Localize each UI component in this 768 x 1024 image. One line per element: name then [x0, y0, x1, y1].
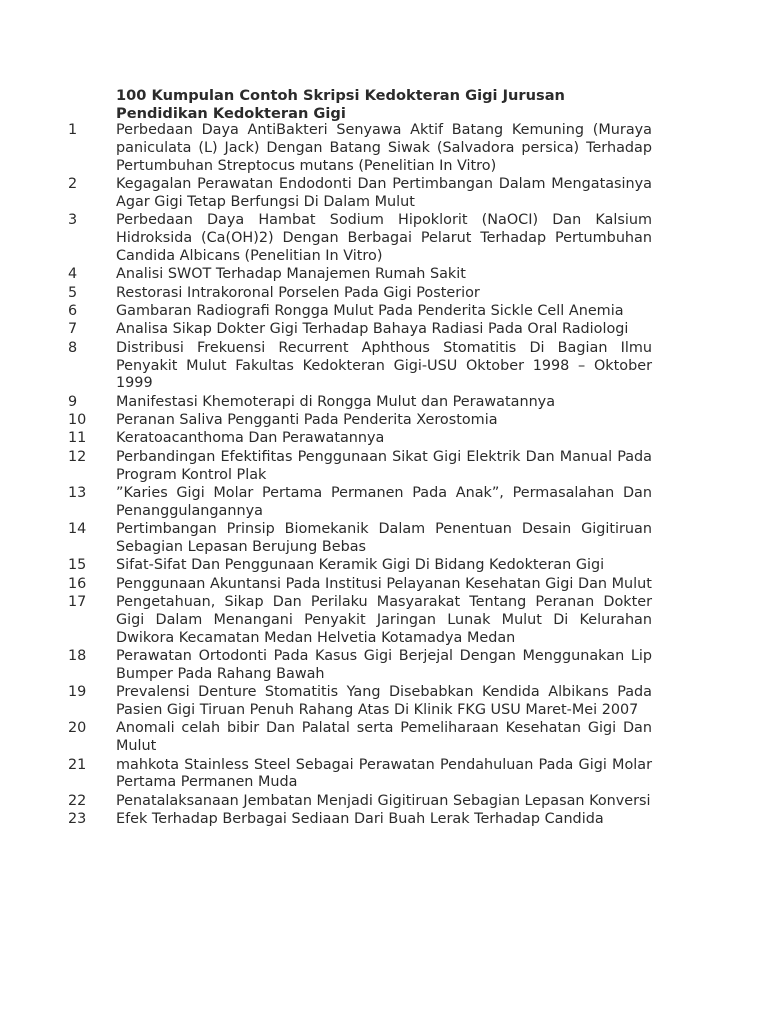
item-text: Gambaran Radiografi Rongga Mulut Pada Penderita Sickle Cell Anemia [116, 303, 624, 320]
item-number: 15 [68, 557, 87, 574]
item-number: 20 [68, 720, 87, 737]
list-item [0, 212, 768, 266]
item-text: Manifestasi Khemoterapi di Rongga Mulut dan Perawatannya [116, 393, 556, 410]
item-number: 9 [68, 393, 78, 410]
item-text: ”Karies Gigi Molar Pertama Permanen Pada Anak”, Permasalahan Dan Penanggulangannya [116, 484, 652, 519]
list-item [0, 122, 768, 176]
item-number: 8 [68, 339, 78, 356]
item-text: Efek Terhadap Berbagai Sediaan Dari Buah Lerak Terhadap Candida [116, 811, 604, 828]
item-text: Kegagalan Perawatan Endodonti Dan Pertimbangan Dalam Mengatasinya Agar Gigi Tetap Berfungsi Di Dalam Mulut [116, 176, 652, 211]
item-number: 6 [68, 303, 78, 320]
item-number: 21 [68, 756, 87, 773]
item-text: Penggunaan Akuntansi Pada Institusi Pelayanan Kesehatan Gigi Dan Mulut [116, 575, 652, 592]
list-item [0, 720, 768, 756]
item-number: 12 [68, 448, 87, 465]
list-item [0, 793, 768, 811]
list-item [0, 557, 768, 575]
list-item [0, 757, 768, 793]
list-item [0, 576, 768, 594]
list-item [0, 648, 768, 684]
item-text: Sifat-Sifat Dan Penggunaan Keramik Gigi Di Bidang Kedokteran Gigi [116, 557, 605, 574]
document-title: 100 Kumpulan Contoh Skripsi Kedokteran Gigi Jurusan Pendidikan Kedokteran Gigi [116, 87, 565, 122]
item-text: Prevalensi Denture Stomatitis Yang Disebabkan Kendida Albikans Pada Pasien Gigi Tiruan Penuh Rahang Atas Di Klinik FKG USU Maret-Mei 2007 [116, 684, 652, 719]
item-text: Perbandingan Efektifitas Penggunaan Sikat Gigi Elektrik Dan Manual Pada Program Kontrol Plak [116, 448, 652, 483]
item-number: 5 [68, 284, 78, 301]
item-text: mahkota Stainless Steel Sebagai Perawatan Pendahuluan Pada Gigi Molar Pertama Permanen Muda [116, 756, 652, 791]
item-number: 7 [68, 321, 78, 338]
item-text: Anomali celah bibir Dan Palatal serta Pemeliharaan Kesehatan Gigi Dan Mulut [116, 720, 652, 755]
item-number: 10 [68, 412, 87, 429]
list-item [0, 412, 768, 430]
list-item [0, 521, 768, 557]
item-number: 16 [68, 575, 87, 592]
item-text: Keratoacanthoma Dan Perawatannya [116, 430, 385, 447]
list-item [0, 430, 768, 448]
list-item [0, 340, 768, 394]
item-text: Perbedaan Daya AntiBakteri Senyawa Aktif Batang Kemuning (Muraya paniculata (L) Jack) Dengan Batang Siwak (Salvadora persica) Terhadap Pertumbuhan Streptocus mutans (Penelitian In Vitro) [116, 122, 652, 174]
item-text: Pengetahuan, Sikap Dan Perilaku Masyarakat Tentang Peranan Dokter Gigi Dalam Menangani Penyakit Jaringan Lunak Mulut Di Kelurahan Dwikora Kecamatan Medan Helvetia Kotamadya Medan [116, 593, 652, 646]
list-item [0, 176, 768, 212]
list-item [0, 449, 768, 485]
item-number: 11 [68, 430, 87, 447]
thesis-title-list [0, 122, 768, 829]
item-text: Analisa Sikap Dokter Gigi Terhadap Bahaya Radiasi Pada Oral Radiologi [116, 321, 629, 338]
list-item [0, 285, 768, 303]
list-item [0, 684, 768, 720]
item-text: Perawatan Ortodonti Pada Kasus Gigi Berjejal Dengan Menggunakan Lip Bumper Pada Rahang Bawah [116, 647, 652, 682]
item-text: Analisi SWOT Terhadap Manajemen Rumah Sakit [116, 266, 466, 283]
list-item [0, 303, 768, 321]
item-text: Distribusi Frekuensi Recurrent Aphthous Stomatitis Di Bagian Ilmu Penyakit Mulut Fakultas Kedokteran Gigi-USU Oktober 1998 – Oktober 1999 [116, 339, 652, 392]
list-item [0, 266, 768, 284]
item-number: 13 [68, 484, 87, 501]
item-text: Restorasi Intrakoronal Porselen Pada Gigi Posterior [116, 284, 480, 301]
item-number: 17 [68, 593, 87, 610]
item-number: 2 [68, 176, 78, 193]
list-item [0, 594, 768, 648]
list-item [0, 321, 768, 339]
item-number: 23 [68, 811, 87, 828]
item-text: Penatalaksanaan Jembatan Menjadi Gigitiruan Sebagian Lepasan Konversi [116, 792, 651, 809]
item-number: 4 [68, 266, 78, 283]
item-number: 14 [68, 521, 87, 538]
list-item [0, 811, 768, 829]
item-number: 1 [68, 122, 78, 138]
item-text: Pertimbangan Prinsip Biomekanik Dalam Penentuan Desain Gigitiruan Sebagian Lepasan Berujung Bebas [116, 521, 652, 555]
item-number: 22 [68, 792, 87, 809]
item-number: 18 [68, 647, 87, 664]
item-number: 19 [68, 684, 87, 701]
list-item [0, 485, 768, 521]
list-item [0, 394, 768, 412]
item-text: Perbedaan Daya Hambat Sodium Hipoklorit (NaOCI) Dan Kalsium Hidroksida (Ca(OH)2) Dengan Berbagai Pelarut Terhadap Pertumbuhan Candida Albicans (Penelitian In Vitro) [116, 212, 652, 265]
item-text: Peranan Saliva Pengganti Pada Penderita Xerostomia [116, 412, 498, 429]
item-number: 3 [68, 212, 78, 229]
